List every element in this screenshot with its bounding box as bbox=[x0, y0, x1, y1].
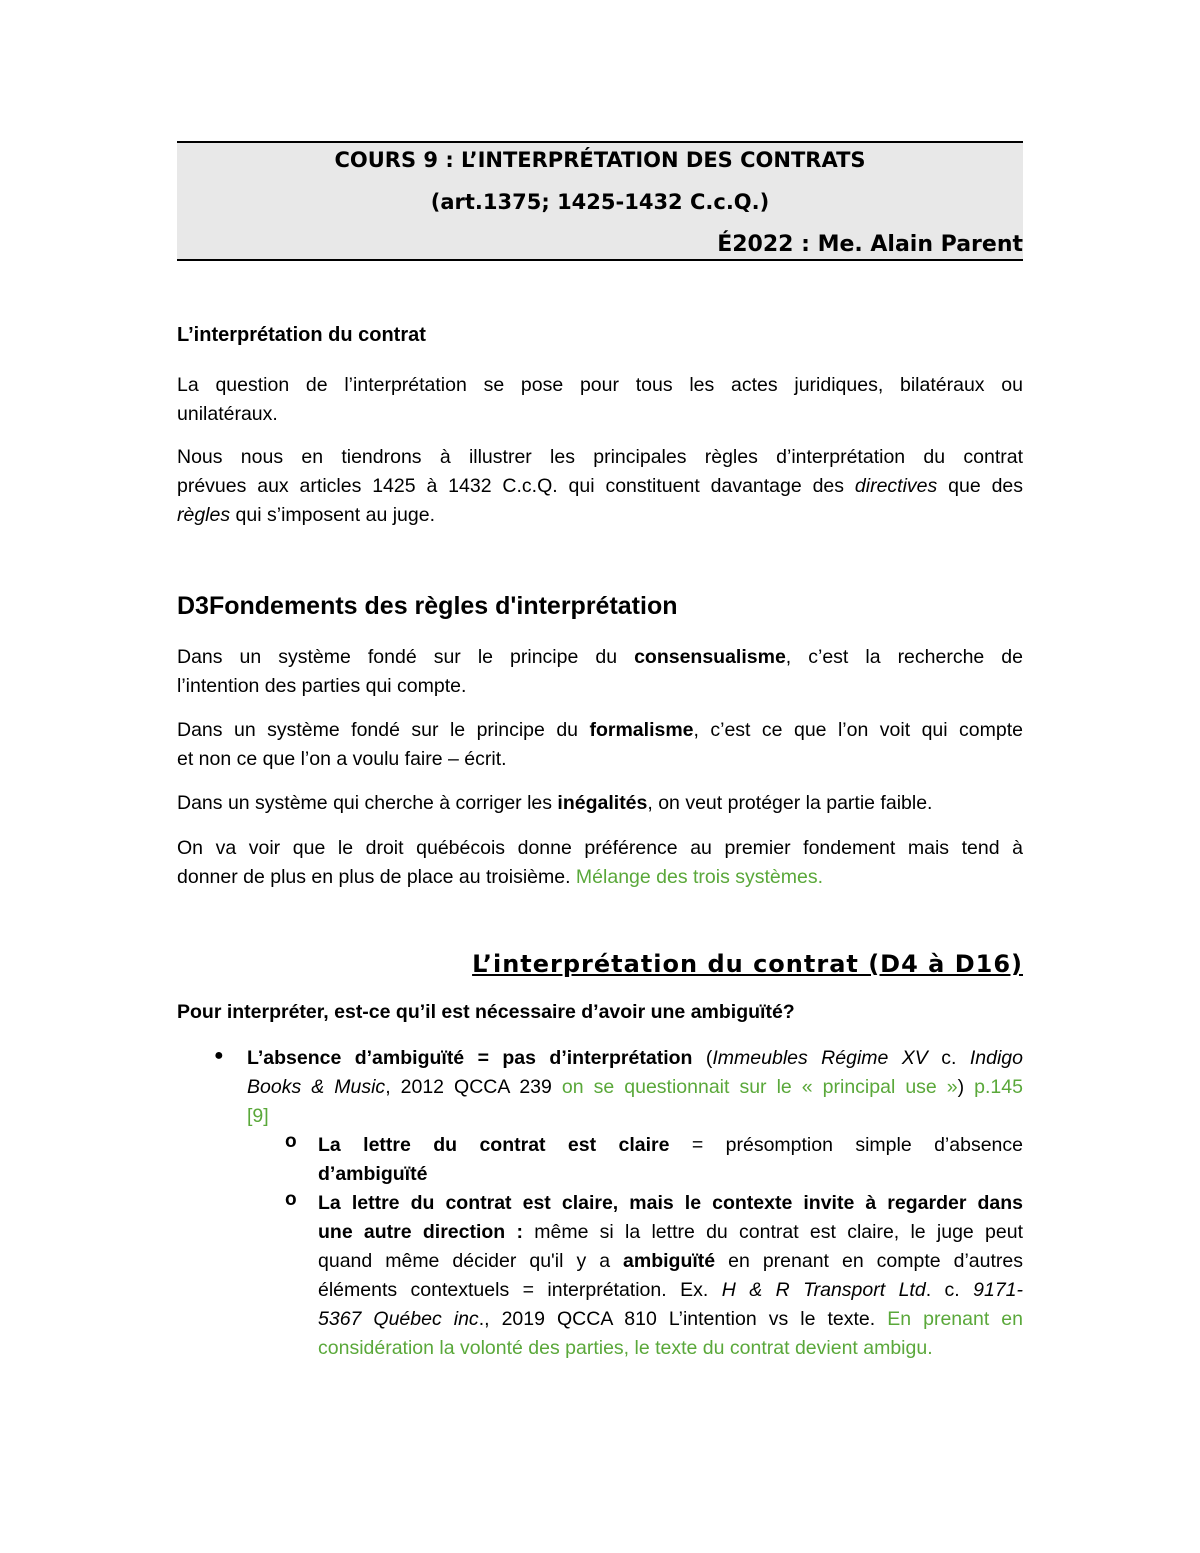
paragraph-consensualisme bbox=[177, 643, 1023, 701]
text-line: 5367 Québec inc., 2019 QCCA 810 L’intention vs le texte. En prenant en bbox=[318, 1308, 1023, 1330]
section-heading-interpretation: L’interprétation du contrat bbox=[177, 324, 426, 346]
text-line: L’absence d’ambiguïté = pas d’interprétation (Immeubles Régime XV c. Indigo bbox=[247, 1047, 1023, 1069]
paragraph-formalisme bbox=[177, 716, 1023, 774]
text-line: On va voir que le droit québécois donne préférence au premier fondement mais tend à bbox=[177, 837, 1023, 859]
paragraph-rules bbox=[177, 443, 1023, 530]
paragraph-question bbox=[177, 371, 1023, 429]
list-item-lettre-claire bbox=[318, 1131, 1023, 1189]
list-item-contexte bbox=[318, 1189, 1023, 1363]
text-line: d’ambiguïté bbox=[318, 1163, 428, 1185]
sub-bullet-icon: o bbox=[285, 1189, 297, 1210]
course-header bbox=[177, 141, 1023, 261]
list-item-absence-ambiguite bbox=[247, 1044, 1023, 1131]
text-line: quand même décider qu'il y a ambiguïté en prenant en compte d’autres bbox=[318, 1250, 1023, 1272]
green-note: Mélange des trois systèmes. bbox=[575, 866, 824, 888]
text-line: Dans un système qui cherche à corriger les inégalités, on veut protéger la partie faible. bbox=[177, 792, 933, 814]
text-line: La question de l’interprétation se pose pour tous les actes juridiques, bilatéraux ou bbox=[177, 374, 1023, 396]
paragraph-droit-quebecois bbox=[177, 834, 1023, 892]
text-line: règles qui s’imposent au juge. bbox=[177, 504, 435, 526]
text-line: éléments contextuels = interprétation. Ex. H & R Transport Ltd. c. 9171- bbox=[318, 1279, 1024, 1301]
bullet-icon: ● bbox=[214, 1047, 224, 1064]
question-heading: Pour interpréter, est-ce qu’il est nécessaire d’avoir une ambiguïté? bbox=[177, 1001, 795, 1023]
text-line: une autre direction : même si la lettre du contrat est claire, le juge peut bbox=[318, 1221, 1023, 1243]
text-line: et non ce que l’on a voulu faire – écrit. bbox=[177, 748, 507, 770]
text-line: Dans un système fondé sur le principe du consensualisme, c’est la recherche de bbox=[177, 646, 1023, 668]
text-line: Nous nous en tiendrons à illustrer les principales règles d’interprétation du contrat bbox=[177, 446, 1023, 468]
course-articles: (art.1375; 1425-1432 C.c.Q.) bbox=[430, 190, 770, 214]
paragraph-inegalites bbox=[177, 789, 1023, 818]
text-line: La lettre du contrat est claire = présomption simple d’absence bbox=[318, 1134, 1023, 1156]
text-line: Books & Music, 2012 QCCA 239 on se questionnait sur le « principal use ») p.145 bbox=[247, 1076, 1023, 1098]
text-line: [9] bbox=[247, 1105, 269, 1127]
text-line: La lettre du contrat est claire, mais le contexte invite à regarder dans bbox=[318, 1192, 1023, 1214]
course-term-author: É2022 : Me. Alain Parent bbox=[717, 232, 1023, 257]
text-line: l’intention des parties qui compte. bbox=[177, 675, 467, 697]
sub-bullet-icon: o bbox=[285, 1131, 297, 1152]
text-line: unilatéraux. bbox=[177, 403, 278, 425]
text-line: donner de plus en plus de place au troisième. Mélange des trois systèmes. bbox=[177, 866, 824, 888]
section-heading-fondements: D3Fondements des règles d'interprétation bbox=[177, 592, 678, 620]
text-line: Dans un système fondé sur le principe du formalisme, c’est ce que l’on voit qui compte bbox=[177, 719, 1023, 741]
course-title: COURS 9 : L’INTERPRÉTATION DES CONTRATS bbox=[334, 148, 866, 172]
section-heading-interpretation-d4-d16: L’interprétation du contrat (D4 à D16) bbox=[472, 950, 1023, 978]
text-line: considération la volonté des parties, le texte du contrat devient ambigu. bbox=[318, 1337, 933, 1359]
text-line: prévues aux articles 1425 à 1432 C.c.Q. qui constituent davantage des directives que des bbox=[177, 475, 1024, 497]
